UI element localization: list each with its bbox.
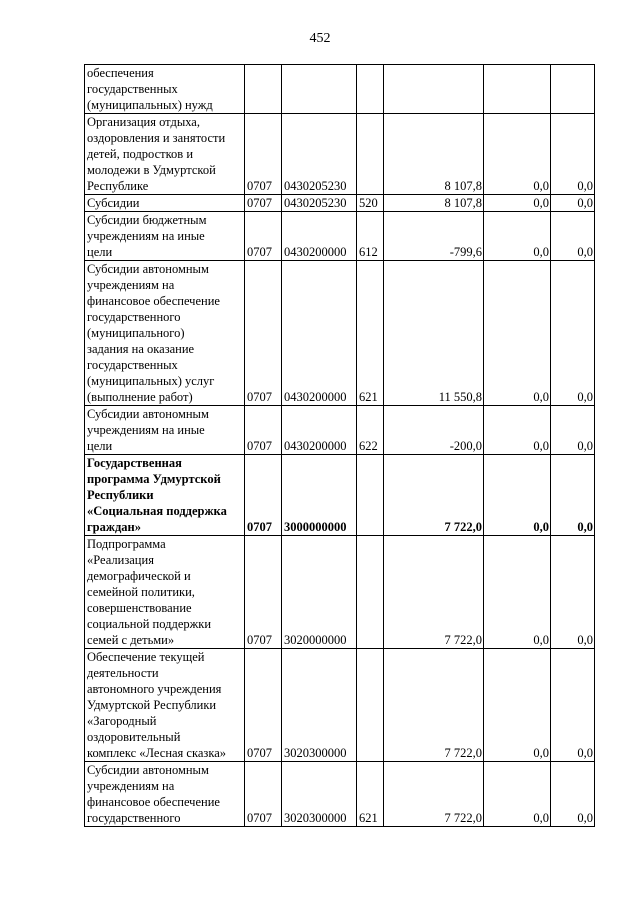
target-article-cell: 3020000000	[282, 536, 357, 649]
target-article-cell: 3020300000	[282, 762, 357, 827]
table-row	[85, 455, 595, 536]
target-article-cell: 0430200000	[282, 212, 357, 261]
amount-3-cell: 0,0	[551, 114, 595, 195]
section-code-cell: 0707	[245, 195, 282, 212]
amount-1-cell	[384, 65, 484, 114]
table-row	[85, 536, 595, 649]
amount-3-cell: 0,0	[551, 455, 595, 536]
amount-3-cell: 0,0	[551, 195, 595, 212]
amount-3-cell: 0,0	[551, 261, 595, 406]
amount-2-cell: 0,0	[484, 195, 551, 212]
expense-type-cell	[357, 114, 384, 195]
section-code-cell: 0707	[245, 455, 282, 536]
table-row	[85, 406, 595, 455]
table-row	[85, 114, 595, 195]
row-name-cell: Государственная программа Удмуртской Республики «Социальная поддержка граждан»	[85, 455, 245, 536]
budget-table	[84, 64, 595, 827]
section-code-cell: 0707	[245, 649, 282, 762]
expense-type-cell: 622	[357, 406, 384, 455]
amount-3-cell: 0,0	[551, 536, 595, 649]
amount-2-cell: 0,0	[484, 261, 551, 406]
target-article-cell: 0430200000	[282, 261, 357, 406]
amount-1-cell: 7 722,0	[384, 536, 484, 649]
row-name-cell: Обеспечение текущей деятельности автономного учреждения Удмуртской Республики «Загородный оздоровительный комплекс «Лесная сказка»	[85, 649, 245, 762]
table-row	[85, 762, 595, 827]
table-row	[85, 195, 595, 212]
section-code-cell: 0707	[245, 762, 282, 827]
row-name-cell: Подпрограмма «Реализация демографической и семейной политики, совершенствование социальной поддержки семей с детьми»	[85, 536, 245, 649]
amount-2-cell	[484, 65, 551, 114]
section-code-cell: 0707	[245, 212, 282, 261]
amount-3-cell: 0,0	[551, 649, 595, 762]
expense-type-cell	[357, 65, 384, 114]
expense-type-cell	[357, 536, 384, 649]
table-row	[85, 649, 595, 762]
budget-table-body	[85, 65, 595, 827]
amount-1-cell: 11 550,8	[384, 261, 484, 406]
section-code-cell: 0707	[245, 261, 282, 406]
expense-type-cell: 612	[357, 212, 384, 261]
row-name-cell: обеспечения государственных (муниципальных) нужд	[85, 65, 245, 114]
expense-type-cell	[357, 455, 384, 536]
row-name-cell: Субсидии	[85, 195, 245, 212]
row-name-cell: Субсидии автономным учреждениям на финансовое обеспечение государственного (муниципального) задания на оказание государственных (муниципальных) услуг (выполнение работ)	[85, 261, 245, 406]
table-row	[85, 212, 595, 261]
expense-type-cell: 621	[357, 762, 384, 827]
section-code-cell	[245, 65, 282, 114]
amount-2-cell: 0,0	[484, 114, 551, 195]
target-article-cell: 0430200000	[282, 406, 357, 455]
amount-2-cell: 0,0	[484, 536, 551, 649]
expense-type-cell: 621	[357, 261, 384, 406]
target-article-cell: 3020300000	[282, 649, 357, 762]
section-code-cell: 0707	[245, 406, 282, 455]
amount-2-cell: 0,0	[484, 762, 551, 827]
amount-2-cell: 0,0	[484, 455, 551, 536]
target-article-cell: 3000000000	[282, 455, 357, 536]
table-row	[85, 65, 595, 114]
section-code-cell: 0707	[245, 114, 282, 195]
amount-3-cell	[551, 65, 595, 114]
amount-1-cell: 7 722,0	[384, 762, 484, 827]
amount-2-cell: 0,0	[484, 212, 551, 261]
amount-1-cell: -200,0	[384, 406, 484, 455]
target-article-cell: 0430205230	[282, 195, 357, 212]
amount-3-cell: 0,0	[551, 406, 595, 455]
amount-1-cell: 8 107,8	[384, 195, 484, 212]
expense-type-cell: 520	[357, 195, 384, 212]
row-name-cell: Организация отдыха, оздоровления и занятости детей, подростков и молодежи в Удмуртской Республике	[85, 114, 245, 195]
row-name-cell: Субсидии автономным учреждениям на финансовое обеспечение государственного	[85, 762, 245, 827]
amount-1-cell: 7 722,0	[384, 649, 484, 762]
amount-2-cell: 0,0	[484, 406, 551, 455]
amount-1-cell: 8 107,8	[384, 114, 484, 195]
amount-1-cell: 7 722,0	[384, 455, 484, 536]
amount-3-cell: 0,0	[551, 212, 595, 261]
amount-3-cell: 0,0	[551, 762, 595, 827]
table-row	[85, 261, 595, 406]
target-article-cell: 0430205230	[282, 114, 357, 195]
amount-2-cell: 0,0	[484, 649, 551, 762]
row-name-cell: Субсидии бюджетным учреждениям на иные цели	[85, 212, 245, 261]
row-name-cell: Субсидии автономным учреждениям на иные цели	[85, 406, 245, 455]
target-article-cell	[282, 65, 357, 114]
expense-type-cell	[357, 649, 384, 762]
amount-1-cell: -799,6	[384, 212, 484, 261]
section-code-cell: 0707	[245, 536, 282, 649]
page-number: 452	[309, 31, 331, 46]
